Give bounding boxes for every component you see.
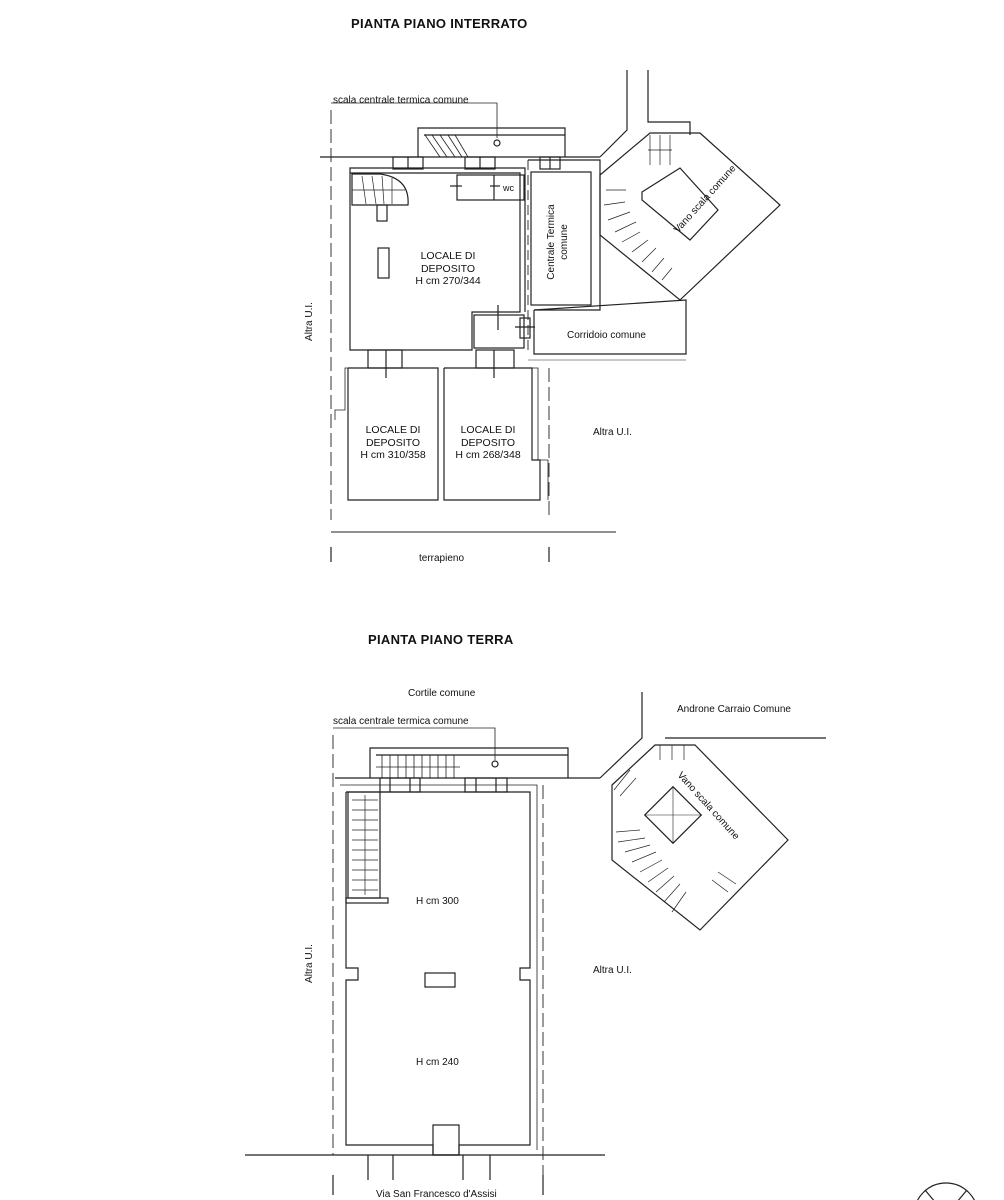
ground-androne-label: Androne Carraio Comune <box>677 704 791 715</box>
basement-vano-scala-right-walls <box>600 70 627 157</box>
ground-height-upper: H cm 300 <box>416 896 459 907</box>
basement-title: PIANTA PIANO INTERRATO <box>351 16 528 31</box>
ground-altra-left: Altra U.I. <box>303 944 315 983</box>
ground-scala-label: scala centrale termica comune <box>333 716 469 727</box>
ground-column <box>425 973 455 987</box>
ground-title: PIANTA PIANO TERRA <box>368 632 514 647</box>
basement-terrapieno: terrapieno <box>419 553 465 564</box>
basement-vano-scala-label: Vano scala comune <box>672 163 739 236</box>
north-arrow-circle <box>914 1183 978 1200</box>
basement-column <box>378 248 389 278</box>
basement-deposito-left-label: LOCALE DI DEPOSITO H cm 310/358 <box>360 424 426 461</box>
basement-altra-left: Altra U.I. <box>303 302 315 341</box>
basement-scala-treads <box>425 135 468 157</box>
ground-height-lower: H cm 240 <box>416 1057 459 1068</box>
basement-deposito-main-label: LOCALE DI DEPOSITO H cm 270/344 <box>415 250 481 287</box>
basement-scala-column <box>494 140 500 146</box>
basement-scala-label: scala centrale termica comune <box>333 95 469 106</box>
ground-scala-column <box>492 761 498 767</box>
ground-cortile-label: Cortile comune <box>408 688 476 699</box>
basement-corridoio <box>534 300 686 354</box>
basement-wc-label: wc <box>503 183 514 193</box>
ground-scala-termica <box>370 748 568 778</box>
basement-centrale-label: Centrale Termica comune <box>546 204 570 280</box>
ground-vano-scala-label: Vano scala comune <box>674 770 742 843</box>
ground-altra-right: Altra U.I. <box>593 965 632 976</box>
ground-left-stair <box>348 792 380 898</box>
basement-scala-termica <box>418 128 565 157</box>
basement-corridoio-label: Corridoio comune <box>567 330 646 341</box>
basement-altra-right: Altra U.I. <box>593 427 632 438</box>
basement-deposito-right-label: LOCALE DI DEPOSITO H cm 268/348 <box>455 424 521 461</box>
ground-street-label: Via San Francesco d'Assisi <box>376 1189 497 1199</box>
basement-spiral-stair <box>352 174 408 205</box>
ground-vano-scala <box>612 745 788 930</box>
